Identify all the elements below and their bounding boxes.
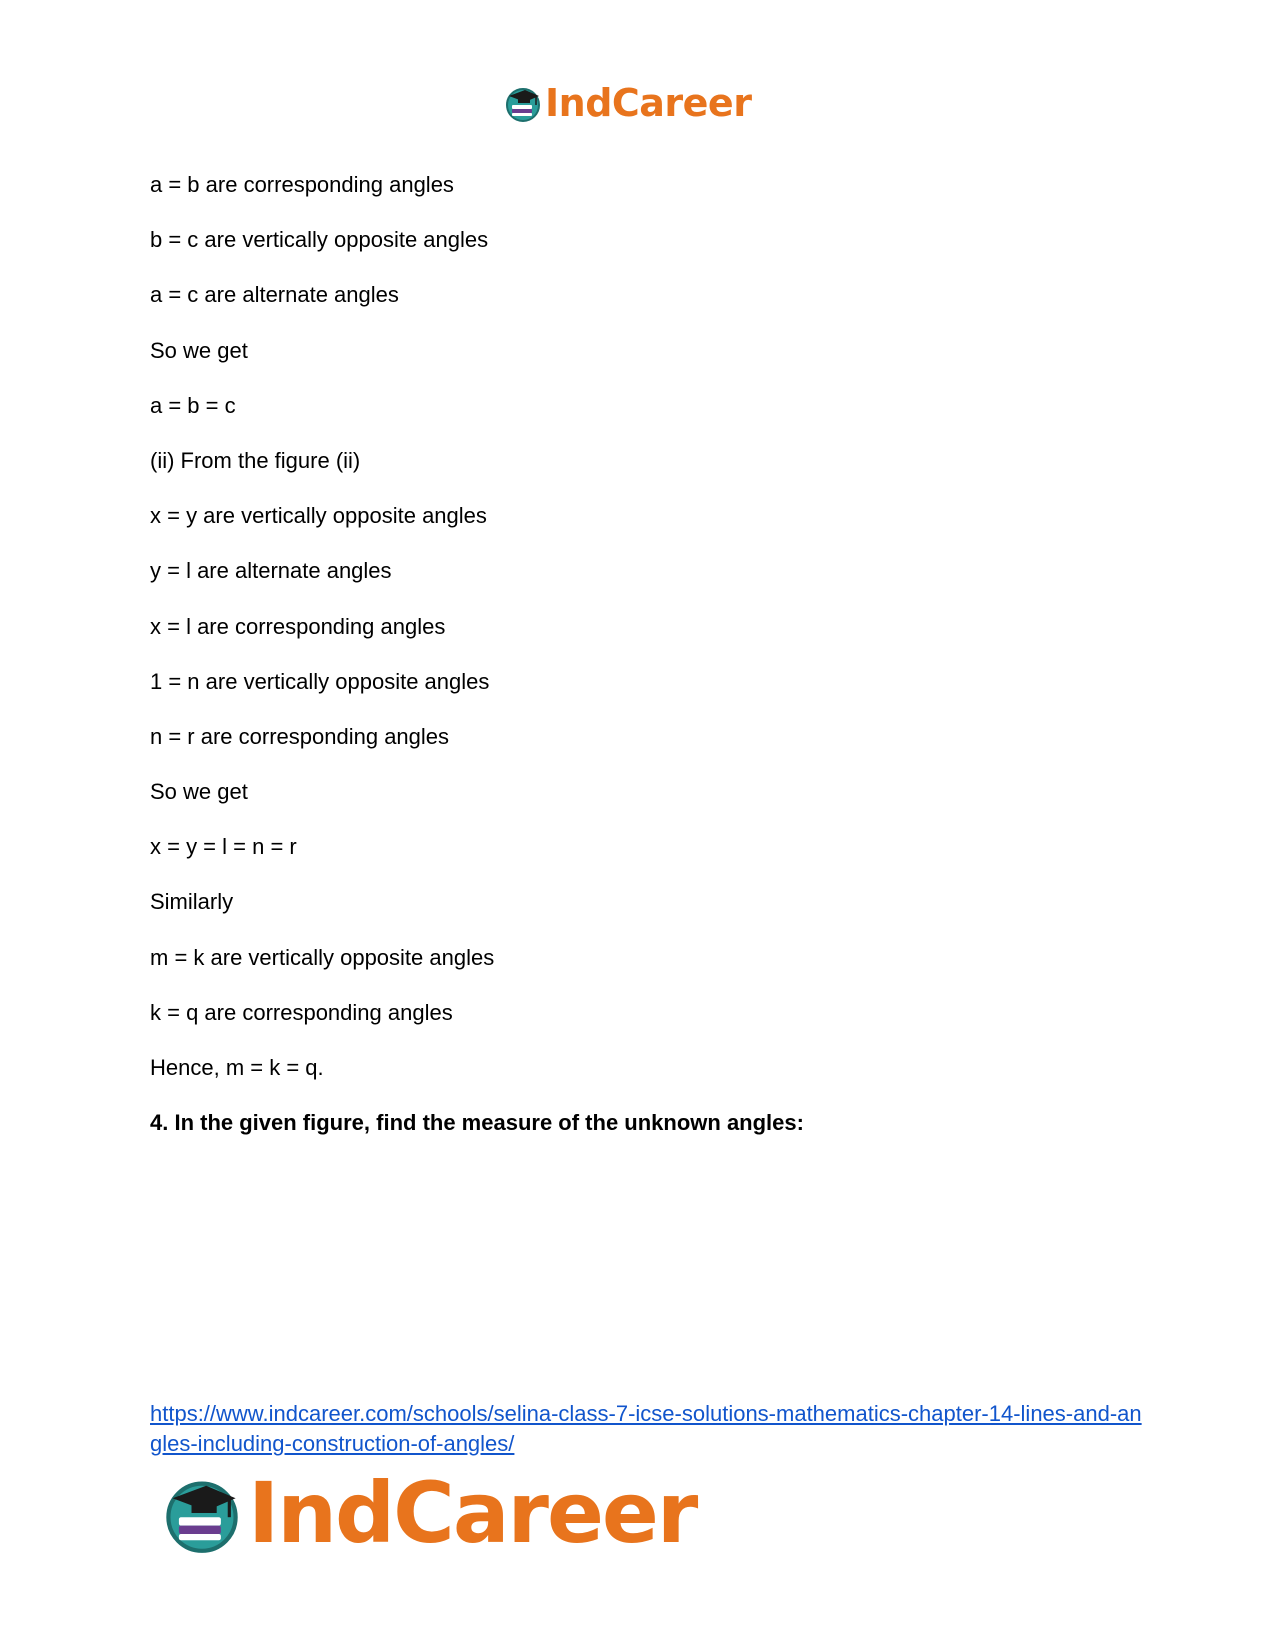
graduation-cap-books-globe-icon <box>503 83 543 123</box>
text-line: So we get <box>150 337 248 363</box>
text-line: a = c are alternate angles <box>150 282 399 308</box>
footer-logo <box>160 1464 697 1562</box>
text-line: b = c are vertically opposite angles <box>150 227 489 253</box>
text-line: y = l are alternate angles <box>150 558 392 584</box>
text-line: So we get <box>150 779 248 805</box>
text-line: k = q are corresponding angles <box>150 999 453 1025</box>
solution-content <box>150 172 1150 1165</box>
text-line: m = k are vertically opposite angles <box>150 944 495 970</box>
text-line: a = b = c <box>150 392 236 418</box>
text-line: Similarly <box>150 889 234 915</box>
text-line: (ii) From the figure (ii) <box>150 447 361 473</box>
logo-wordmark: IndCareer <box>248 1464 697 1562</box>
text-line: n = r are corresponding angles <box>150 723 450 749</box>
text-line: x = l are corresponding angles <box>150 613 446 639</box>
text-line: Hence, m = k = q. <box>150 1055 324 1080</box>
source-url-link[interactable]: https://www.indcareer.com/schools/selina-class-7-icse-solutions-mathematics-chapter-14-lines-and-angles-including-construction-of-angles/ <box>150 1401 1142 1456</box>
header-logo <box>503 78 751 128</box>
text-line: a = b are corresponding angles <box>150 172 454 197</box>
logo-wordmark: IndCareer <box>545 81 752 125</box>
graduation-cap-books-globe-icon <box>160 1471 244 1555</box>
text-line: 1 = n are vertically opposite angles <box>150 668 490 694</box>
text-line: x = y are vertically opposite angles <box>150 503 487 529</box>
text-line: x = y = l = n = r <box>150 834 297 860</box>
question-heading: 4. In the given figure, find the measure of the unknown angles: <box>150 1110 804 1136</box>
